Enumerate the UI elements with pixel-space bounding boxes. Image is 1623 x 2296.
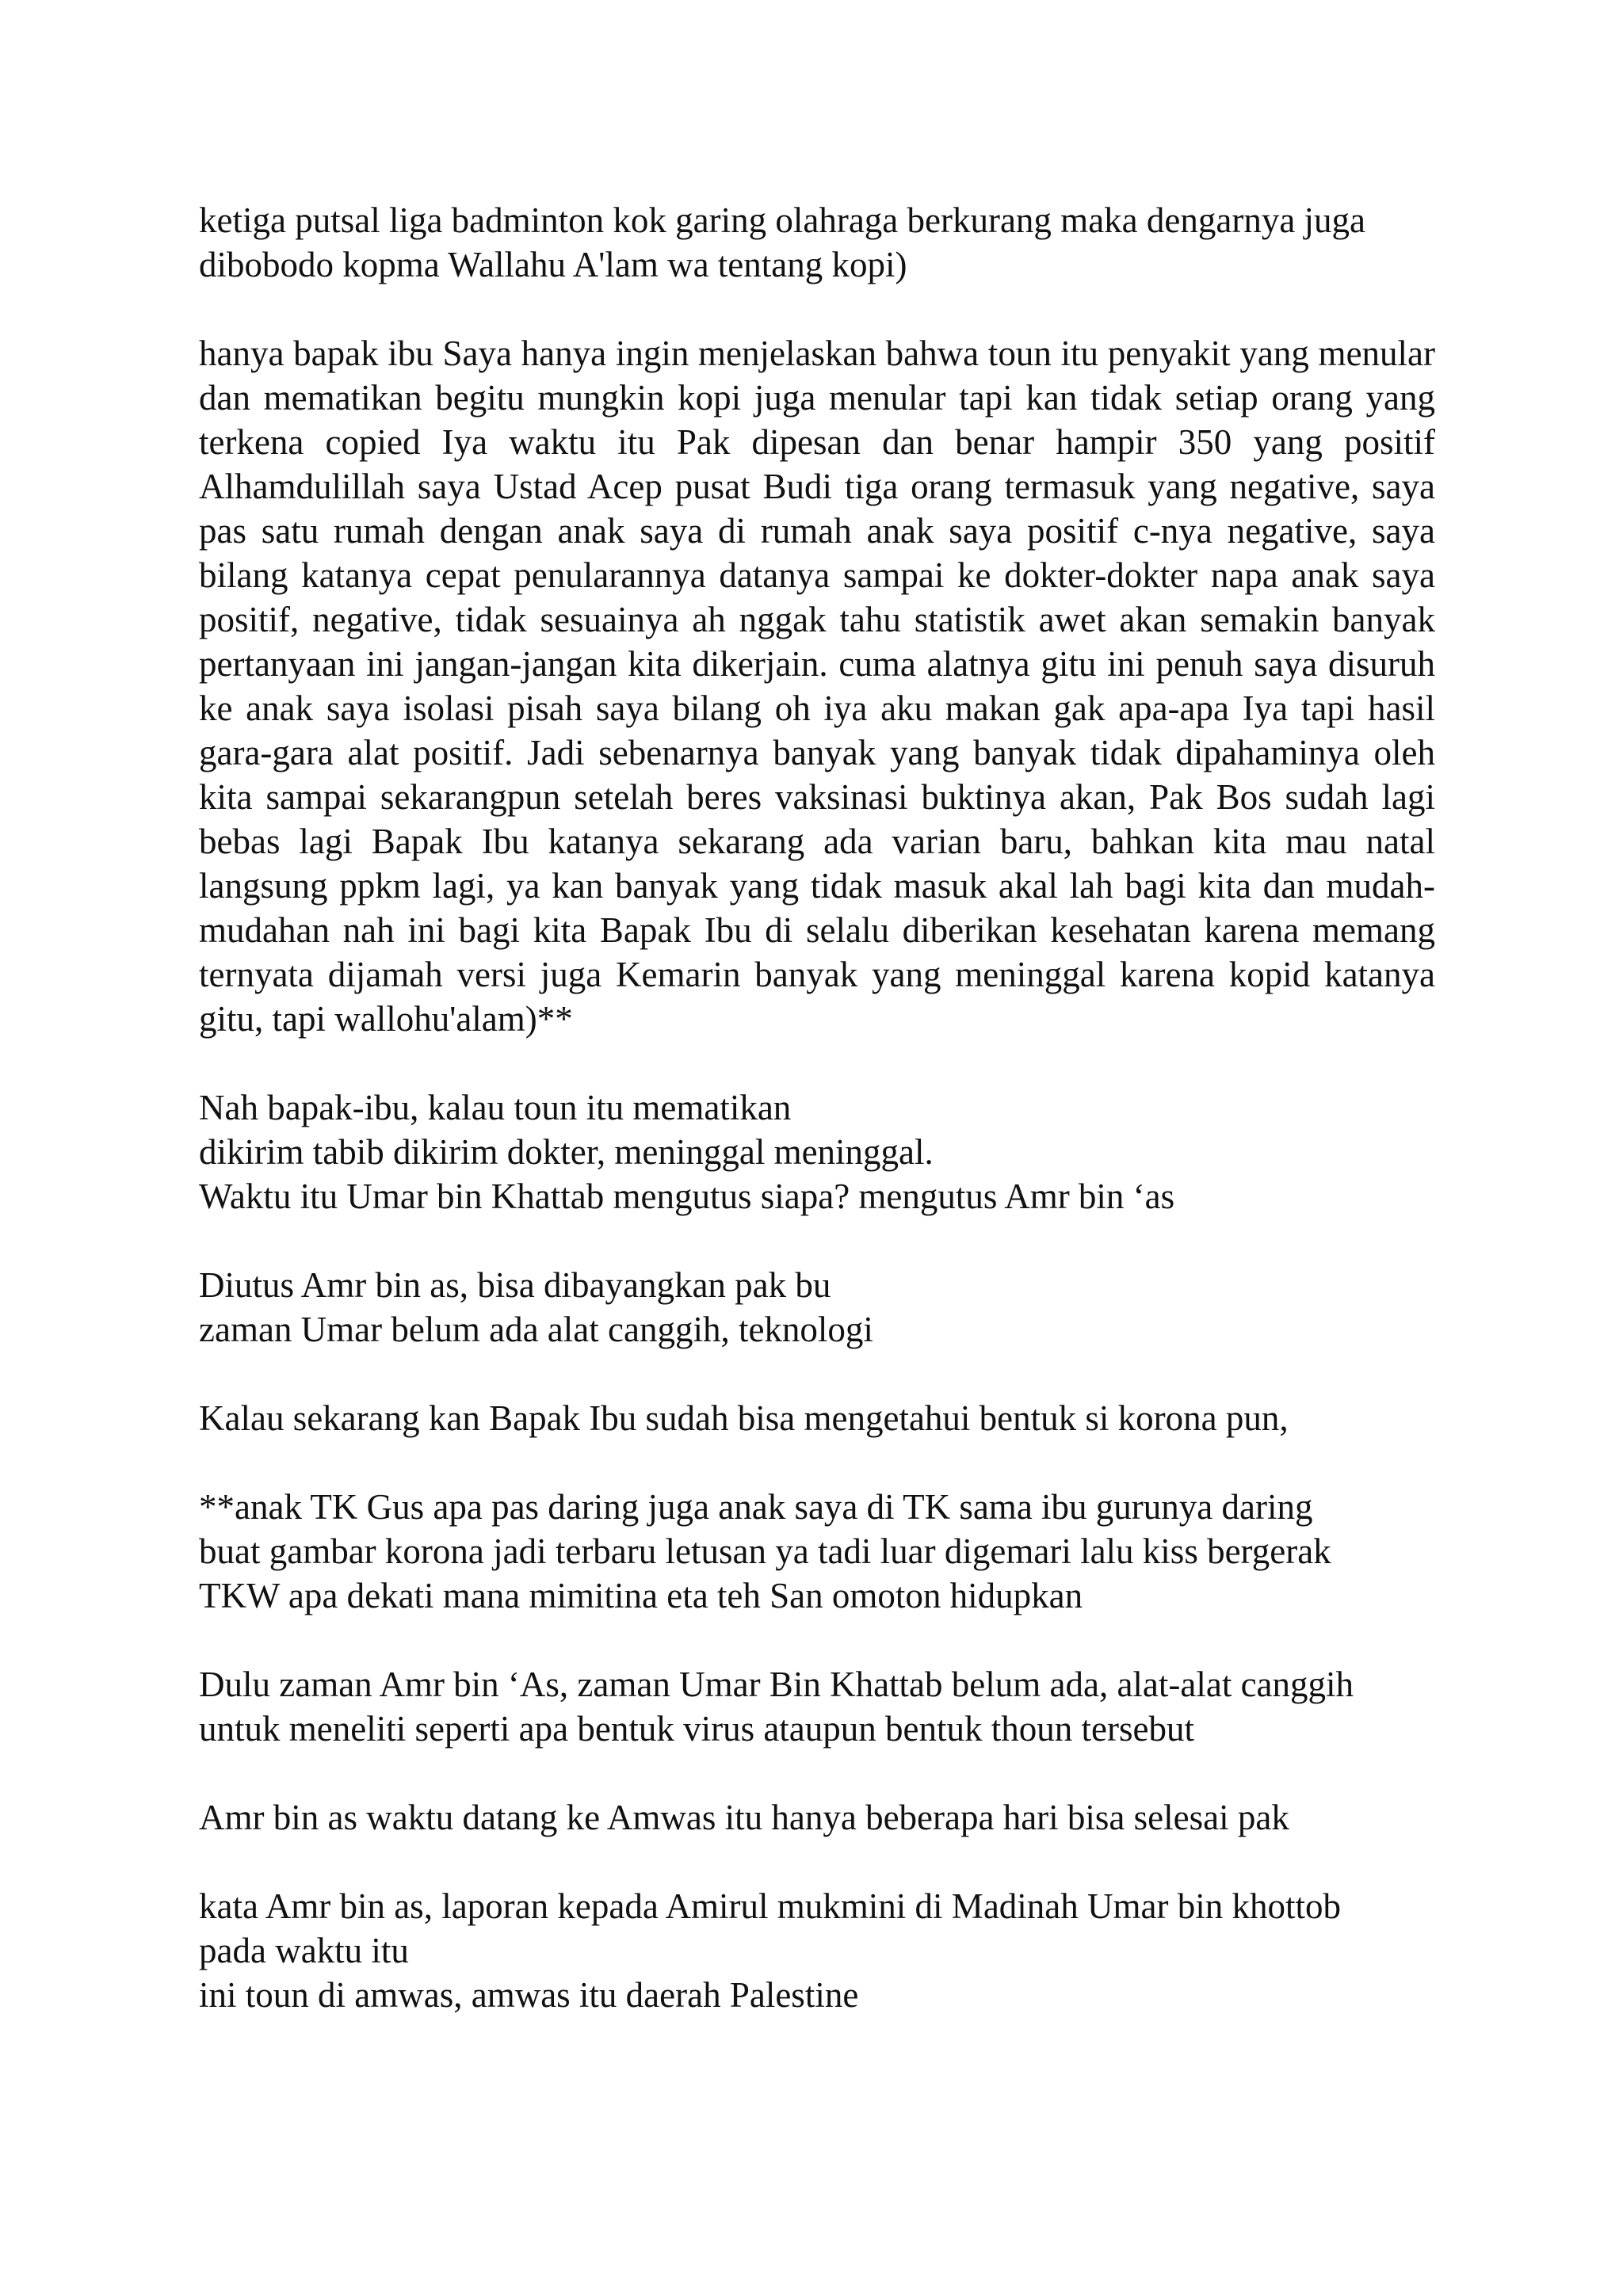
paragraph-8: Amr bin as waktu datang ke Amwas itu hanya beberapa hari bisa selesai pak: [199, 1798, 1289, 1837]
paragraph-4: Diutus Amr bin as, bisa dibayangkan pak bu zaman Umar belum ada alat canggih, teknologi: [199, 1265, 873, 1349]
paragraph-7: Dulu zaman Amr bin ‘As, zaman Umar Bin Khattab belum ada, alat-alat canggih untuk meneliti seperti apa bentuk virus ataupun bentuk thoun tersebut: [199, 1665, 1354, 1749]
paragraph-3: Nah bapak-ibu, kalau toun itu mematikan dikirim tabib dikirim dokter, meninggal meninggal. Waktu itu Umar bin Khattab mengutus siapa? mengutus Amr bin ‘as: [199, 1088, 1175, 1216]
paragraph-9: kata Amr bin as, laporan kepada Amirul mukmini di Madinah Umar bin khottob pada waktu itu ini toun di amwas, amwas itu daerah Palestine: [199, 1886, 1341, 2015]
paragraph-1: ketiga putsal liga badminton kok garing olahraga berkurang maka dengarnya juga dibobodo kopma Wallahu A'lam wa tentang kopi): [199, 200, 1366, 284]
paragraph-5: Kalau sekarang kan Bapak Ibu sudah bisa mengetahui bentuk si korona pun,: [199, 1398, 1289, 1438]
document-body: [199, 198, 1435, 2061]
paragraph-2: hanya bapak ibu Saya hanya ingin menjelaskan bahwa toun itu penyakit yang menular dan mematikan begitu mungkin kopi juga menular tapi kan tidak setiap orang yang terkena copied Iya waktu itu Pak dipesan dan benar hampir 350 yang positif Alhamdulillah saya Ustad Acep pusat Budi tiga orang termasuk yang negative, saya pas satu rumah dengan anak saya di rumah anak saya positif c-nya negative, saya bilang katanya cepat penularannya datanya sampai ke dokter-dokter napa anak saya positif, negative, tidak sesuainya ah nggak tahu statistik awet akan semakin banyak pertanyaan ini jangan-jangan kita dikerjain. cuma alatnya gitu ini penuh saya disuruh ke anak saya isolasi pisah saya bilang oh iya aku makan gak apa-apa Iya tapi hasil gara-gara alat positif. Jadi sebenarnya banyak yang banyak tidak dipahaminya oleh kita sampai sekarangpun setelah beres vaksinasi buktinya akan, Pak Bos sudah lagi bebas lagi Bapak Ibu katanya sekarang ada varian baru, bahkan kita mau natal langsung ppkm lagi, ya kan banyak yang tidak masuk akal lah bagi kita dan mudah-mudahan nah ini bagi kita Bapak Ibu di selalu diberikan kesehatan karena memang ternyata dijamah versi juga Kemarin banyak yang meninggal karena kopid katanya gitu, tapi wallohu'alam)**: [199, 334, 1435, 1039]
paragraph-6: **anak TK Gus apa pas daring juga anak saya di TK sama ibu gurunya daring buat gambar korona jadi terbaru letusan ya tadi luar digemari lalu kiss bergerak TKW apa dekati mana mimitina eta teh San omoton hidupkan: [199, 1487, 1331, 1615]
